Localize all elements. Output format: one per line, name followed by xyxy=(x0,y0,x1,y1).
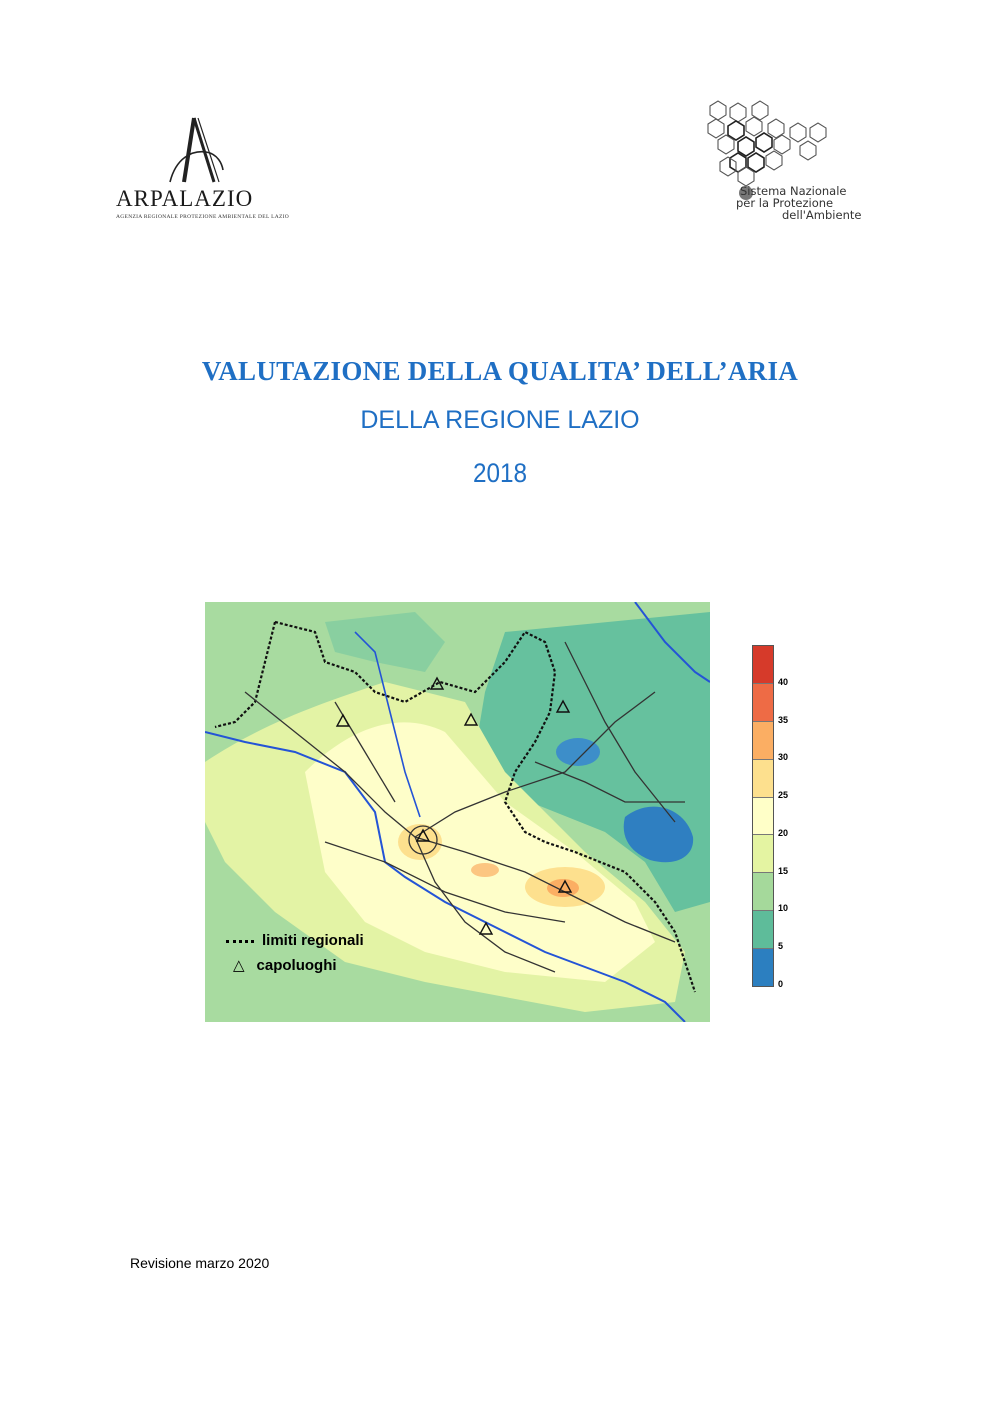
snpa-name xyxy=(736,185,861,221)
snpa-line-2: per la Protezione xyxy=(736,196,834,210)
legend-capitals-label: capoluoghi xyxy=(256,957,337,974)
color-scale-tick-label: 0 xyxy=(778,979,784,989)
revision-note: Revisione marzo 2020 xyxy=(130,1255,270,1271)
color-scale-step xyxy=(753,911,773,949)
document-subtitle: DELLA REGIONE LAZIO xyxy=(360,406,640,434)
color-scale-step xyxy=(753,760,773,798)
color-scale-tick-label: 20 xyxy=(778,827,789,838)
document-title: VALUTAZIONE DELLA QUALITA’ DELL’ARIA xyxy=(201,356,799,386)
color-scale-step xyxy=(753,873,773,911)
legend-capitals xyxy=(233,956,337,974)
arpa-subtitle: AGENZIA REGIONALE PROTEZIONE AMBIENTALE DEL LAZIO xyxy=(116,214,290,220)
color-scale-tick-label: 5 xyxy=(778,941,784,952)
triangle-icon: △ xyxy=(233,957,245,974)
snpa-line-3: dell'Ambiente xyxy=(782,208,862,222)
snpa-line-1: Sistema Nazionale xyxy=(740,184,847,198)
color-scale-step xyxy=(753,684,773,722)
color-scale-bar xyxy=(752,645,774,987)
dotted-line-icon xyxy=(226,940,254,943)
color-scale-step xyxy=(753,646,773,684)
color-scale-step xyxy=(753,722,773,760)
legend-regional-limits-label: limiti regionali xyxy=(262,932,364,949)
color-scale-tick-label: 40 xyxy=(778,676,789,687)
color-scale-tick-label: 35 xyxy=(778,714,789,725)
color-scale-step xyxy=(753,798,773,836)
color-scale-tick-label: 30 xyxy=(778,752,789,763)
color-scale-step xyxy=(753,949,773,986)
arpa-name: ARPALAZIO xyxy=(116,186,254,211)
document-year: 2018 xyxy=(472,458,528,488)
legend-regional-limits xyxy=(226,932,364,949)
color-scale-step xyxy=(753,835,773,873)
color-scale-tick-label: 15 xyxy=(778,865,789,876)
color-scale-tick-label: 10 xyxy=(778,903,789,914)
color-scale-tick-label: 25 xyxy=(778,790,789,801)
